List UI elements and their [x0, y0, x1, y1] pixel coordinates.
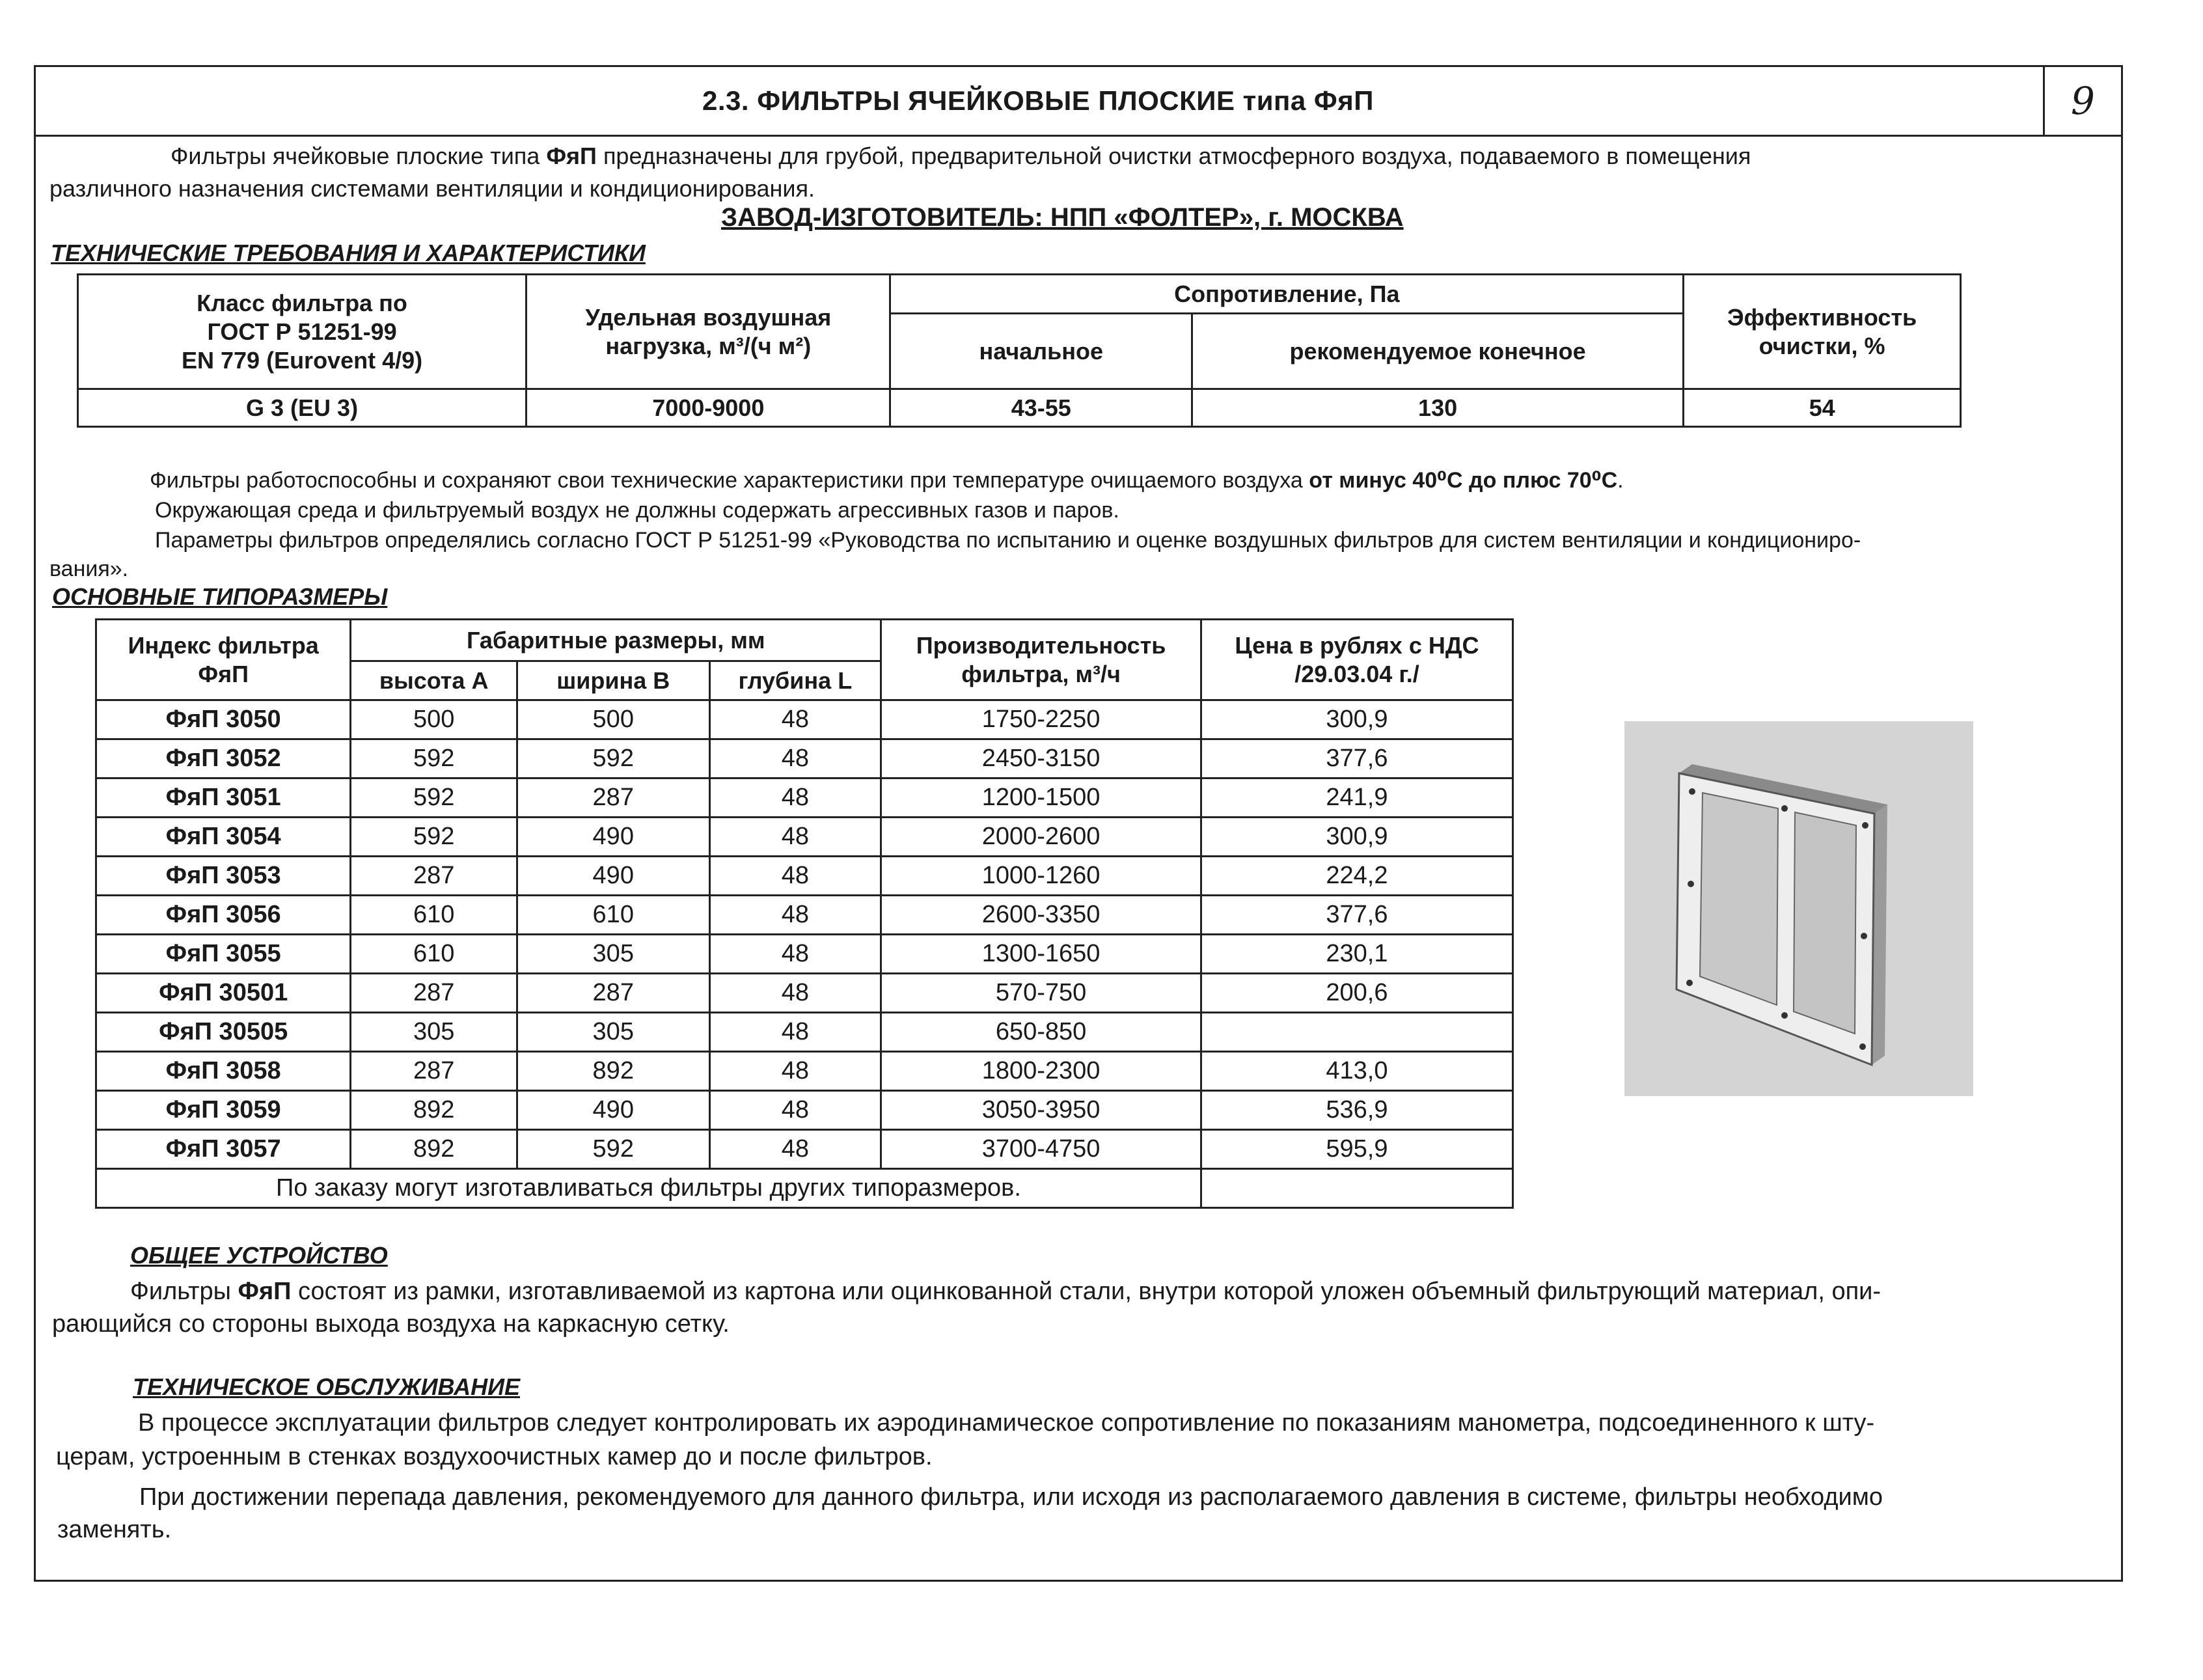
conditions-line-1: Фильтры работоспособны и сохраняют свои технические характеристики при температуре очищаемого воздуха от минус 40⁰С до плюс 70⁰С.	[150, 468, 1624, 493]
sizes-footer-empty	[1201, 1169, 1512, 1208]
sizes-cell-height: 610	[351, 896, 517, 935]
sizes-cell-capacity: 1300-1650	[881, 935, 1201, 974]
sizes-cell-depth: 48	[709, 700, 881, 739]
conditions-line-2: Окружающая среда и фильтруемый воздух не должны содержать агрессивных газов и паров.	[155, 498, 1119, 523]
sizes-row	[96, 974, 1513, 1013]
sizes-cell-capacity: 2000-2600	[881, 818, 1201, 857]
sizes-row	[96, 700, 1513, 739]
conditions-line-3: Параметры фильтров определялись согласно ГОСТ Р 51251-99 «Руководства по испытанию и оценке воздушных фильтров для систем вентиляции и кондициониро-	[155, 528, 1861, 553]
sizes-cell-index: ФяП 3052	[96, 739, 351, 778]
general-line-1: Фильтры ФяП состоят из рамки, изготавливаемой из картона или оцинкованной стали, внутри которой уложен объемный фильтрующий материал, опи-	[130, 1278, 1881, 1305]
sizes-footer-note: По заказу могут изготавливаться фильтры других типоразмеров.	[96, 1169, 1201, 1208]
sizes-row	[96, 778, 1513, 818]
spec-header-efficiency: Эффективность очистки, %	[1684, 275, 1961, 389]
sizes-cell-width: 287	[517, 778, 709, 818]
sizes-row	[96, 1013, 1513, 1052]
sizes-cell-width: 592	[517, 739, 709, 778]
sizes-cell-capacity: 1000-1260	[881, 857, 1201, 896]
sizes-cell-height: 592	[351, 739, 517, 778]
spec-header-resistance: Сопротивление, Па	[890, 275, 1684, 314]
sizes-header-price: Цена в рублях с НДС /29.03.04 г./	[1201, 620, 1512, 700]
spec-header-class: Класс фильтра по ГОСТ Р 51251-99 EN 779 (Eurovent 4/9)	[78, 275, 527, 389]
sizes-row	[96, 1130, 1513, 1169]
sizes-cell-height: 610	[351, 935, 517, 974]
sizes-cell-width: 490	[517, 1091, 709, 1130]
sizes-cell-index: ФяП 3058	[96, 1052, 351, 1091]
sizes-header-index: Индекс фильтра ФяП	[96, 620, 351, 700]
sizes-cell-index: ФяП 3050	[96, 700, 351, 739]
sizes-cell-width: 500	[517, 700, 709, 739]
sizes-cell-capacity: 1800-2300	[881, 1052, 1201, 1091]
sizes-cell-height: 305	[351, 1013, 517, 1052]
sizes-cell-depth: 48	[709, 818, 881, 857]
sizes-cell-price	[1201, 1013, 1512, 1052]
sizes-cell-depth: 48	[709, 935, 881, 974]
sizes-cell-capacity: 3700-4750	[881, 1130, 1201, 1169]
sizes-cell-price: 536,9	[1201, 1091, 1512, 1130]
manufacturer-heading: ЗАВОД-ИЗГОТОВИТЕЛЬ: НПП «ФОЛТЕР», г. МОСКВА	[721, 203, 1404, 232]
maintenance-p2-line-2: заменять.	[57, 1516, 172, 1543]
sizes-cell-price: 300,9	[1201, 818, 1512, 857]
sizes-cell-price: 377,6	[1201, 739, 1512, 778]
tech-spec-table	[77, 273, 1962, 428]
spec-cell-initial: 43-55	[890, 389, 1192, 427]
sizes-cell-height: 592	[351, 818, 517, 857]
page-header	[34, 65, 2123, 137]
sizes-cell-price: 377,6	[1201, 896, 1512, 935]
sizes-cell-index: ФяП 3055	[96, 935, 351, 974]
maintenance-p1-line-2: церам, устроенным в стенках воздухоочистных камер до и после фильтров.	[56, 1443, 933, 1470]
sizes-cell-width: 892	[517, 1052, 709, 1091]
sizes-row	[96, 896, 1513, 935]
sizes-row	[96, 857, 1513, 896]
sizes-cell-capacity: 570-750	[881, 974, 1201, 1013]
sizes-cell-price: 595,9	[1201, 1130, 1512, 1169]
sizes-cell-capacity: 1200-1500	[881, 778, 1201, 818]
sizes-header-width: ширина В	[517, 661, 709, 700]
general-heading: ОБЩЕЕ УСТРОЙСТВО	[130, 1242, 388, 1269]
sizes-cell-price: 230,1	[1201, 935, 1512, 974]
sizes-cell-height: 287	[351, 1052, 517, 1091]
sizes-cell-width: 287	[517, 974, 709, 1013]
sizes-cell-index: ФяП 3054	[96, 818, 351, 857]
sizes-cell-depth: 48	[709, 974, 881, 1013]
sizes-row	[96, 1091, 1513, 1130]
spec-cell-final: 130	[1192, 389, 1684, 427]
intro-line-2: различного назначения системами вентиляции и кондиционирования.	[49, 175, 815, 202]
spec-cell-class: G 3 (EU 3)	[78, 389, 527, 427]
sizes-cell-height: 892	[351, 1130, 517, 1169]
sizes-cell-capacity: 1750-2250	[881, 700, 1201, 739]
sizes-cell-index: ФяП 3057	[96, 1130, 351, 1169]
sizes-cell-price: 413,0	[1201, 1052, 1512, 1091]
spec-cell-load: 7000-9000	[527, 389, 890, 427]
sizes-cell-price: 300,9	[1201, 700, 1512, 739]
page-title: 2.3. ФИЛЬТРЫ ЯЧЕЙКОВЫЕ ПЛОСКИЕ типа ФяП	[702, 85, 1374, 116]
sizes-cell-width: 305	[517, 935, 709, 974]
sizes-cell-depth: 48	[709, 1013, 881, 1052]
sizes-row	[96, 818, 1513, 857]
sizes-cell-depth: 48	[709, 1052, 881, 1091]
spec-header-load: Удельная воздушная нагрузка, м³/(ч м²)	[527, 275, 890, 389]
sizes-body	[96, 700, 1513, 1169]
sizes-heading: ОСНОВНЫЕ ТИПОРАЗМЕРЫ	[52, 583, 388, 610]
sizes-cell-depth: 48	[709, 739, 881, 778]
sizes-cell-height: 892	[351, 1091, 517, 1130]
sizes-header-depth: глубина L	[709, 661, 881, 700]
tech-requirements-heading: ТЕХНИЧЕСКИЕ ТРЕБОВАНИЯ И ХАРАКТЕРИСТИКИ	[51, 240, 646, 266]
sizes-cell-height: 592	[351, 778, 517, 818]
sizes-cell-capacity: 650-850	[881, 1013, 1201, 1052]
sizes-cell-index: ФяП 3059	[96, 1091, 351, 1130]
maintenance-p1-line-1: В процессе эксплуатации фильтров следует контролировать их аэродинамическое сопротивление по показаниям манометра, подсоединенного к шту-	[138, 1409, 1875, 1437]
sizes-header-dims: Габаритные размеры, мм	[351, 620, 881, 661]
sizes-cell-width: 490	[517, 857, 709, 896]
sizes-cell-depth: 48	[709, 778, 881, 818]
sizes-cell-height: 500	[351, 700, 517, 739]
sizes-cell-index: ФяП 3053	[96, 857, 351, 896]
sizes-header-capacity: Производительность фильтра, м³/ч	[881, 620, 1201, 700]
sizes-cell-capacity: 2600-3350	[881, 896, 1201, 935]
maintenance-p2-line-1: При достижении перепада давления, рекомендуемого для данного фильтра, или исходя из располагаемого давления в системе, фильтры необходимо	[139, 1483, 1883, 1511]
sizes-cell-index: ФяП 3051	[96, 778, 351, 818]
maintenance-heading: ТЕХНИЧЕСКОЕ ОБСЛУЖИВАНИЕ	[133, 1373, 521, 1400]
sizes-cell-depth: 48	[709, 896, 881, 935]
sizes-row	[96, 1052, 1513, 1091]
sizes-cell-width: 592	[517, 1130, 709, 1169]
filter-product-photo	[1624, 721, 1973, 1096]
sizes-row	[96, 935, 1513, 974]
sizes-cell-capacity: 3050-3950	[881, 1091, 1201, 1130]
sizes-cell-height: 287	[351, 974, 517, 1013]
conditions-line-4: вания».	[49, 557, 129, 581]
sizes-cell-index: ФяП 30501	[96, 974, 351, 1013]
spec-cell-efficiency: 54	[1684, 389, 1961, 427]
intro-line-1: Фильтры ячейковые плоские типа ФяП предназначены для грубой, предварительной очистки атмосферного воздуха, подаваемого в помещения	[171, 143, 1751, 169]
sizes-cell-price: 200,6	[1201, 974, 1512, 1013]
sizes-cell-depth: 48	[709, 1130, 881, 1169]
spec-header-initial: начальное	[890, 314, 1192, 389]
sizes-cell-price: 224,2	[1201, 857, 1512, 896]
sizes-table	[95, 618, 1514, 1209]
sizes-cell-depth: 48	[709, 1091, 881, 1130]
sizes-cell-index: ФяП 30505	[96, 1013, 351, 1052]
sizes-cell-width: 305	[517, 1013, 709, 1052]
sizes-cell-width: 610	[517, 896, 709, 935]
sizes-row	[96, 739, 1513, 778]
sizes-cell-height: 287	[351, 857, 517, 896]
page-number: 9	[2043, 67, 2121, 135]
sizes-cell-index: ФяП 3056	[96, 896, 351, 935]
sizes-cell-price: 241,9	[1201, 778, 1512, 818]
sizes-cell-depth: 48	[709, 857, 881, 896]
sizes-cell-capacity: 2450-3150	[881, 739, 1201, 778]
sizes-cell-width: 490	[517, 818, 709, 857]
spec-header-final: рекомендуемое конечное	[1192, 314, 1684, 389]
general-line-2: рающийся со стороны выхода воздуха на каркасную сетку.	[52, 1310, 730, 1338]
sizes-header-height: высота А	[351, 661, 517, 700]
